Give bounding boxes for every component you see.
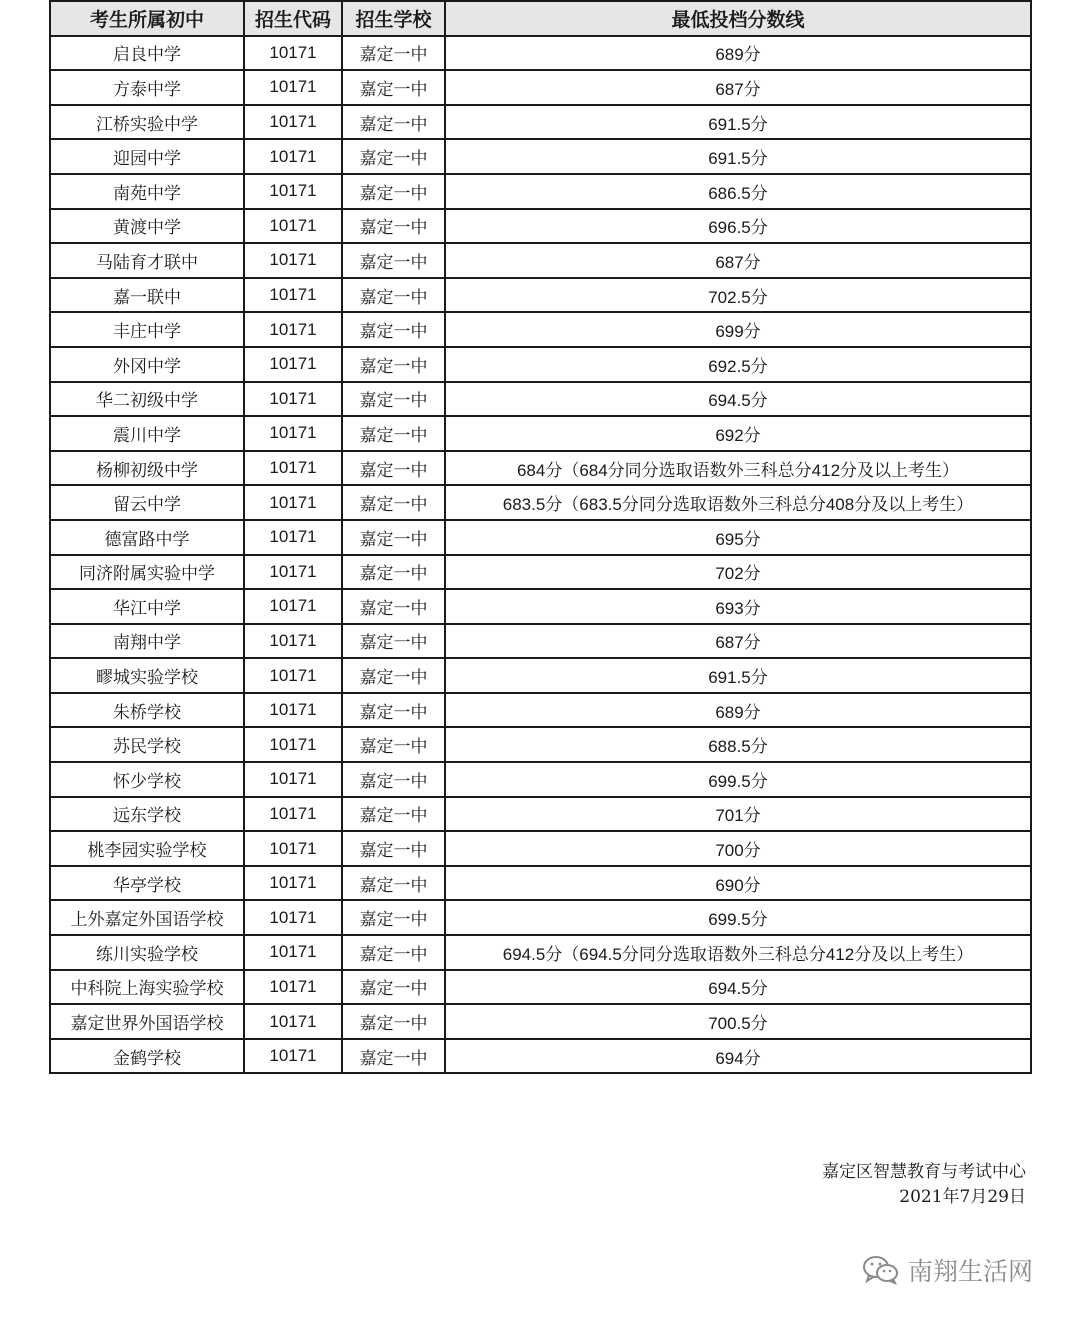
table-row: [50, 555, 1031, 590]
cell-enroll-school: 嘉定一中: [342, 520, 445, 555]
footer-date: 2021年7月29日: [899, 1187, 1026, 1207]
table-row: [50, 105, 1031, 140]
watermark-text: 南翔生活网: [908, 1257, 1034, 1286]
cell-enroll-school: 嘉定一中: [342, 70, 445, 105]
table-row: [50, 243, 1031, 278]
cell-min-score: 700.5分: [445, 1004, 1031, 1039]
cell-min-score: 694.5分: [445, 970, 1031, 1005]
cell-enroll-school: 嘉定一中: [342, 1004, 445, 1039]
cell-min-score: 694.5分: [445, 382, 1031, 417]
cell-school: 桃李园实验学校: [50, 831, 244, 866]
cell-min-score: 694.5分（694.5分同分选取语数外三科总分412分及以上考生）: [445, 935, 1031, 970]
wechat-icon: [862, 1255, 900, 1285]
cell-code: 10171: [244, 693, 342, 728]
cell-school: 方泰中学: [50, 70, 244, 105]
cell-enroll-school: 嘉定一中: [342, 416, 445, 451]
cell-school: 远东学校: [50, 797, 244, 832]
cell-school: 南翔中学: [50, 624, 244, 659]
cell-enroll-school: 嘉定一中: [342, 555, 445, 590]
cell-min-score: 699.5分: [445, 900, 1031, 935]
cell-code: 10171: [244, 209, 342, 244]
cell-school: 嘉一联中: [50, 278, 244, 313]
cell-enroll-school: 嘉定一中: [342, 209, 445, 244]
cell-school: 杨柳初级中学: [50, 451, 244, 486]
cell-code: 10171: [244, 1004, 342, 1039]
cell-school: 练川实验学校: [50, 935, 244, 970]
table-row: [50, 209, 1031, 244]
cell-min-score: 683.5分（683.5分同分选取语数外三科总分408分及以上考生）: [445, 485, 1031, 520]
cell-min-score: 692分: [445, 416, 1031, 451]
footer-organization: 嘉定区智慧教育与考试中心: [822, 1162, 1026, 1182]
table-row: [50, 762, 1031, 797]
header-school: 考生所属初中: [50, 1, 244, 36]
cell-min-score: 691.5分: [445, 105, 1031, 140]
cell-min-score: 699分: [445, 312, 1031, 347]
cell-enroll-school: 嘉定一中: [342, 278, 445, 313]
cell-code: 10171: [244, 174, 342, 209]
cell-code: 10171: [244, 762, 342, 797]
table-row: [50, 727, 1031, 762]
header-enroll-school: 招生学校: [342, 1, 445, 36]
cell-min-score: 693分: [445, 589, 1031, 624]
cell-school: 震川中学: [50, 416, 244, 451]
cell-school: 嘉定世界外国语学校: [50, 1004, 244, 1039]
cell-min-score: 689分: [445, 693, 1031, 728]
header-min-score: 最低投档分数线: [445, 1, 1031, 36]
cell-code: 10171: [244, 520, 342, 555]
cell-code: 10171: [244, 831, 342, 866]
table-row: [50, 382, 1031, 417]
cell-min-score: 687分: [445, 243, 1031, 278]
cell-enroll-school: 嘉定一中: [342, 589, 445, 624]
table-row: [50, 139, 1031, 174]
cell-min-score: 695分: [445, 520, 1031, 555]
table-row: [50, 970, 1031, 1005]
cell-code: 10171: [244, 278, 342, 313]
cell-school: 中科院上海实验学校: [50, 970, 244, 1005]
cell-code: 10171: [244, 935, 342, 970]
cell-enroll-school: 嘉定一中: [342, 935, 445, 970]
table-row: [50, 70, 1031, 105]
header-code: 招生代码: [244, 1, 342, 36]
cell-min-score: 690分: [445, 866, 1031, 901]
cell-school: 华二初级中学: [50, 382, 244, 417]
cell-school: 上外嘉定外国语学校: [50, 900, 244, 935]
cell-code: 10171: [244, 312, 342, 347]
cell-code: 10171: [244, 105, 342, 140]
watermark: [862, 1252, 1033, 1288]
table-row: [50, 797, 1031, 832]
cell-school: 怀少学校: [50, 762, 244, 797]
cell-school: 马陆育才联中: [50, 243, 244, 278]
cell-enroll-school: 嘉定一中: [342, 105, 445, 140]
cell-code: 10171: [244, 243, 342, 278]
cell-code: 10171: [244, 658, 342, 693]
score-table: [49, 0, 1032, 1074]
cell-code: 10171: [244, 624, 342, 659]
table-row: [50, 589, 1031, 624]
table-row: [50, 1004, 1031, 1039]
cell-min-score: 689分: [445, 36, 1031, 71]
cell-code: 10171: [244, 1039, 342, 1074]
cell-code: 10171: [244, 970, 342, 1005]
table-row: [50, 485, 1031, 520]
cell-min-score: 701分: [445, 797, 1031, 832]
cell-min-score: 691.5分: [445, 139, 1031, 174]
cell-enroll-school: 嘉定一中: [342, 831, 445, 866]
table-row: [50, 520, 1031, 555]
cell-enroll-school: 嘉定一中: [342, 693, 445, 728]
table-row: [50, 347, 1031, 382]
cell-enroll-school: 嘉定一中: [342, 658, 445, 693]
table-row: [50, 658, 1031, 693]
score-sheet: [49, 0, 1030, 1074]
cell-enroll-school: 嘉定一中: [342, 347, 445, 382]
cell-enroll-school: 嘉定一中: [342, 900, 445, 935]
cell-school: 黄渡中学: [50, 209, 244, 244]
cell-enroll-school: 嘉定一中: [342, 727, 445, 762]
cell-school: 留云中学: [50, 485, 244, 520]
cell-code: 10171: [244, 451, 342, 486]
cell-code: 10171: [244, 382, 342, 417]
cell-enroll-school: 嘉定一中: [342, 243, 445, 278]
cell-school: 丰庄中学: [50, 312, 244, 347]
cell-school: 外冈中学: [50, 347, 244, 382]
cell-school: 朱桥学校: [50, 693, 244, 728]
cell-min-score: 694分: [445, 1039, 1031, 1074]
cell-enroll-school: 嘉定一中: [342, 485, 445, 520]
cell-code: 10171: [244, 347, 342, 382]
cell-min-score: 692.5分: [445, 347, 1031, 382]
cell-code: 10171: [244, 70, 342, 105]
table-row: [50, 312, 1031, 347]
cell-enroll-school: 嘉定一中: [342, 174, 445, 209]
cell-school: 苏民学校: [50, 727, 244, 762]
footer: [822, 1160, 1026, 1210]
table-header-row: [50, 1, 1031, 36]
cell-code: 10171: [244, 900, 342, 935]
cell-min-score: 687分: [445, 70, 1031, 105]
cell-min-score: 684分（684分同分选取语数外三科总分412分及以上考生）: [445, 451, 1031, 486]
cell-code: 10171: [244, 866, 342, 901]
table-row: [50, 278, 1031, 313]
table-row: [50, 624, 1031, 659]
cell-school: 同济附属实验中学: [50, 555, 244, 590]
cell-enroll-school: 嘉定一中: [342, 382, 445, 417]
cell-code: 10171: [244, 485, 342, 520]
cell-min-score: 687分: [445, 624, 1031, 659]
cell-min-score: 702分: [445, 555, 1031, 590]
cell-enroll-school: 嘉定一中: [342, 797, 445, 832]
cell-school: 江桥实验中学: [50, 105, 244, 140]
cell-code: 10171: [244, 589, 342, 624]
cell-school: 启良中学: [50, 36, 244, 71]
cell-enroll-school: 嘉定一中: [342, 451, 445, 486]
table-row: [50, 935, 1031, 970]
table-row: [50, 416, 1031, 451]
cell-code: 10171: [244, 727, 342, 762]
table-row: [50, 174, 1031, 209]
cell-school: 德富路中学: [50, 520, 244, 555]
cell-enroll-school: 嘉定一中: [342, 762, 445, 797]
table-row: [50, 900, 1031, 935]
cell-enroll-school: 嘉定一中: [342, 312, 445, 347]
cell-min-score: 696.5分: [445, 209, 1031, 244]
cell-school: 迎园中学: [50, 139, 244, 174]
cell-min-score: 700分: [445, 831, 1031, 866]
cell-code: 10171: [244, 797, 342, 832]
cell-enroll-school: 嘉定一中: [342, 139, 445, 174]
cell-school: 华江中学: [50, 589, 244, 624]
table-row: [50, 831, 1031, 866]
cell-enroll-school: 嘉定一中: [342, 624, 445, 659]
cell-school: 南苑中学: [50, 174, 244, 209]
table-row: [50, 1039, 1031, 1074]
cell-min-score: 688.5分: [445, 727, 1031, 762]
cell-code: 10171: [244, 416, 342, 451]
cell-code: 10171: [244, 36, 342, 71]
cell-enroll-school: 嘉定一中: [342, 1039, 445, 1074]
cell-min-score: 691.5分: [445, 658, 1031, 693]
table-row: [50, 36, 1031, 71]
table-row: [50, 866, 1031, 901]
cell-school: 金鹤学校: [50, 1039, 244, 1074]
table-row: [50, 693, 1031, 728]
cell-min-score: 686.5分: [445, 174, 1031, 209]
cell-min-score: 699.5分: [445, 762, 1031, 797]
cell-enroll-school: 嘉定一中: [342, 36, 445, 71]
cell-school: 疁城实验学校: [50, 658, 244, 693]
cell-min-score: 702.5分: [445, 278, 1031, 313]
cell-school: 华亭学校: [50, 866, 244, 901]
cell-enroll-school: 嘉定一中: [342, 866, 445, 901]
table-row: [50, 451, 1031, 486]
cell-enroll-school: 嘉定一中: [342, 970, 445, 1005]
cell-code: 10171: [244, 139, 342, 174]
cell-code: 10171: [244, 555, 342, 590]
